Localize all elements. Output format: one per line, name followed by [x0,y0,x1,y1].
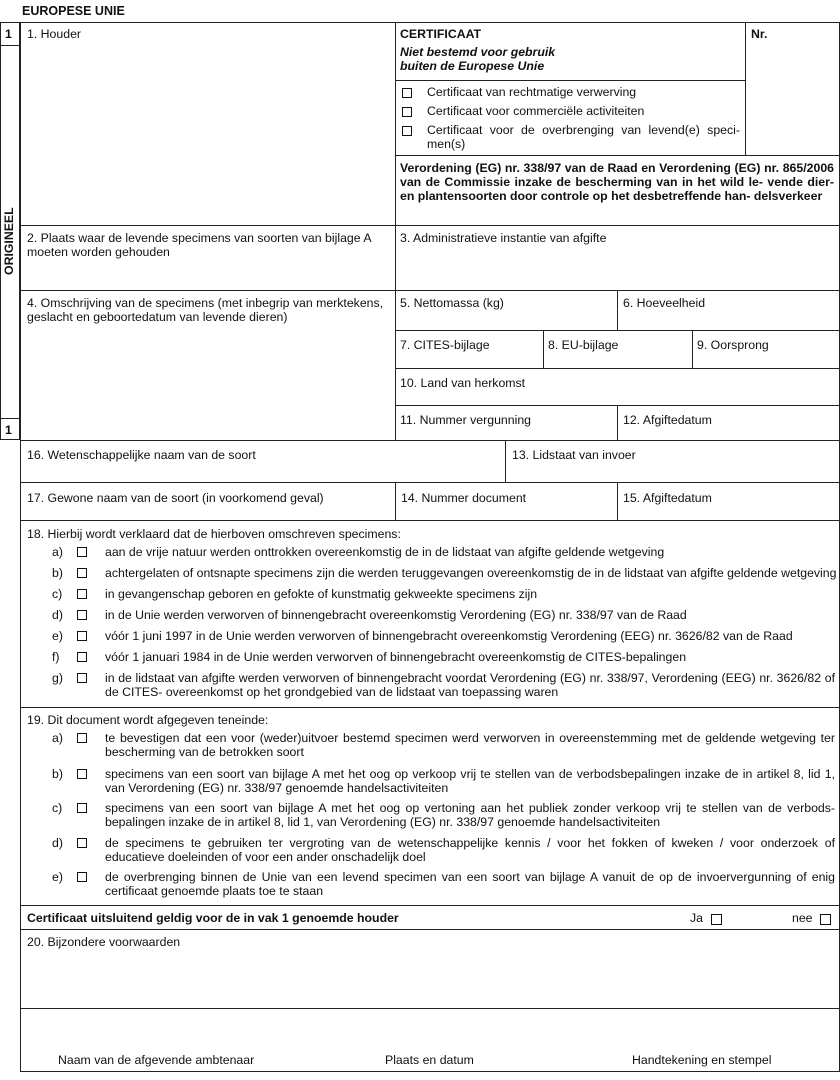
s18-checkbox-g[interactable] [77,673,87,683]
field-11-permit-number: 11. Nummer vergunning [400,413,532,427]
validity-statement: Certificaat uitsluitend geldig voor de in vak 1 genoemde houder [27,911,399,925]
field-16-scientific-name: 16. Wetenschappelijke naam van de soort [27,448,256,462]
validity-yes-checkbox[interactable] [711,914,722,925]
field-13-member-state: 13. Lidstaat van invoer [512,448,636,462]
s18-text-d: in de Unie werden verworven of binnengebracht overeenkomstig Verordening (EG) nr. 338/97 van de Raad [105,608,687,622]
s19-checkbox-d[interactable] [77,838,87,848]
field-15-issue-date: 15. Afgiftedatum [623,491,712,505]
copy-number-bottom: 1 [5,423,12,437]
copy-number-top: 1 [5,27,12,41]
s19-text-d: de specimens te gebruiken ter vergroting van de wetenschappelijke kennis / voor het fokken of kweken / voor onderzoek of educatieve doeleinden of voor een ander onschadelijk doel [105,836,835,864]
s18-checkbox-d[interactable] [77,610,87,620]
field-3-authority: 3. Administratieve instantie van afgifte [400,231,607,245]
s18-checkbox-c[interactable] [77,589,87,599]
s19-letter-b: b) [52,767,63,781]
s18-text-e: vóór 1 juni 1997 in de Unie werden verworven of binnengebracht overeenkomstig Verordening (EEG) nr. 3626/82 van de Raad [105,629,793,643]
regulation-text: Verordening (EG) nr. 338/97 van de Raad en Verordening (EG) nr. 865/2006 van de Commissie inzake de bescherming van in het wild le- vende dier- en plantensoorten door controle op het desbetreffende han- delsverkeer [400,161,834,203]
s19-text-b: specimens van een soort van bijlage A met het oog op verkoop vrij te stellen van de verbodsbepalingen inzake de in artikel 8, lid 1, van Verordening (EG) nr. 338/97 genoemde handelsactiviteiten [105,767,835,795]
certificate-title: CERTIFICAAT [400,27,482,41]
certificate-option-checkbox[interactable] [402,107,412,117]
field-1-holder: 1. Houder [27,27,82,41]
section-18-intro: 18. Hierbij wordt verklaard dat de hierboven omschreven specimens: [27,527,401,541]
certificate-option-1: Certificaat van rechtmatige verwerving [427,85,637,99]
certificate-option-3: Certificaat voor de overbrenging van levend(e) speci- men(s) [427,123,740,151]
field-2-location: 2. Plaats waar de levende specimens van soorten van bijlage A moeten worden gehouden [27,231,371,259]
field-12-issue-date: 12. Afgiftedatum [623,413,712,427]
s18-checkbox-f[interactable] [77,652,87,662]
s19-text-a: te bevestigen dat een voor (weder)uitvoer bestemd specimen werd verworven in overeenstemming met de geldende wetgeving ter bescherming van de betrokken soort [105,731,835,759]
s18-letter-b: b) [52,566,63,580]
s18-letter-d: d) [52,608,63,622]
s18-letter-a: a) [52,545,63,559]
certificate-option-checkbox[interactable] [402,126,412,136]
place-date-label: Plaats en datum [385,1053,474,1067]
field-17-common-name: 17. Gewone naam van de soort (in voorkomend geval) [27,491,324,505]
s19-letter-c: c) [52,801,63,815]
page-title: EUROPESE UNIE [22,4,125,18]
section-19-intro: 19. Dit document wordt afgegeven teneinde: [27,713,269,727]
s18-text-g: in de lidstaat van afgifte werden verworven of binnengebracht voordat Verordening (EG) nr. 338/97, Verordening (EEG) nr. 3626/82 of de CITES- overeenkomst op het grondgebied van de lidstaat van toepassing waren [105,671,835,699]
official-name-label: Naam van de afgevende ambtenaar [58,1053,255,1067]
certificate-number-label: Nr. [751,27,768,41]
s18-text-c: in gevangenschap geboren en gefokte of kunstmatig gekweekte specimens zijn [105,587,538,601]
field-6-quantity: 6. Hoeveelheid [623,296,706,310]
field-10-country: 10. Land van herkomst [400,376,526,390]
s19-checkbox-c[interactable] [77,803,87,813]
field-20-special-conditions: 20. Bijzondere voorwaarden [27,935,181,949]
s18-text-a: aan de vrije natuur werden onttrokken overeenkomstig de in de lidstaat van afgifte geldende wetgeving [105,545,665,559]
validity-no-label: nee [792,911,813,925]
s18-checkbox-b[interactable] [77,568,87,578]
certificate-option-checkbox[interactable] [402,88,412,98]
s19-checkbox-a[interactable] [77,733,87,743]
signature-stamp-label: Handtekening en stempel [632,1053,772,1067]
s19-checkbox-b[interactable] [77,769,87,779]
s19-letter-d: d) [52,836,63,850]
certificate-subtitle: Niet bestemd voor gebruik buiten de Europese Unie [400,45,556,73]
s18-letter-f: f) [52,650,60,664]
s19-text-e: de overbrenging binnen de Unie van een levend specimen van een soort van bijlage A vanuit de op de invoervergunning of enig certificaat genoemde plaats toe te staan [105,870,835,898]
s18-checkbox-a[interactable] [77,547,87,557]
validity-no-checkbox[interactable] [820,914,831,925]
s19-letter-e: e) [52,870,63,884]
field-5-net-mass: 5. Nettomassa (kg) [400,296,504,310]
s19-text-c: specimens van een soort van bijlage A met het oog op vertoning aan het publiek zonder verkoop vrij te stellen van de verbods- bepalingen inzake de in artikel 8, lid 1, van Verordening (EG) nr. 338/97 genoemde handelsactiviteiten [105,801,835,829]
s18-text-b: achtergelaten of ontsnapte specimens zijn die werden teruggevangen overeenkomstig de in de lidstaat van afgifte geldende wetgeving [105,566,837,580]
field-4-description: 4. Omschrijving van de specimens (met inbegrip van merktekens, geslacht en geboortedatum van levende dieren) [27,296,384,324]
s19-checkbox-e[interactable] [77,872,87,882]
field-9-origin: 9. Oorsprong [697,338,769,352]
field-14-document-number: 14. Nummer document [401,491,527,505]
s18-letter-g: g) [52,671,63,685]
validity-yes-label: Ja [690,911,703,925]
s18-text-f: vóór 1 januari 1984 in de Unie werden verworven of binnengebracht overeenkomstig de CITES-bepalingen [105,650,687,664]
field-7-cites-annex: 7. CITES-bijlage [400,338,490,352]
field-8-eu-annex: 8. EU-bijlage [548,338,619,352]
s18-checkbox-e[interactable] [77,631,87,641]
certificate-option-2: Certificaat voor commerciële activiteiten [427,104,645,118]
s19-letter-a: a) [52,731,63,745]
s18-letter-c: c) [52,587,63,601]
original-label: ORIGINEEL [2,207,16,275]
s18-letter-e: e) [52,629,63,643]
